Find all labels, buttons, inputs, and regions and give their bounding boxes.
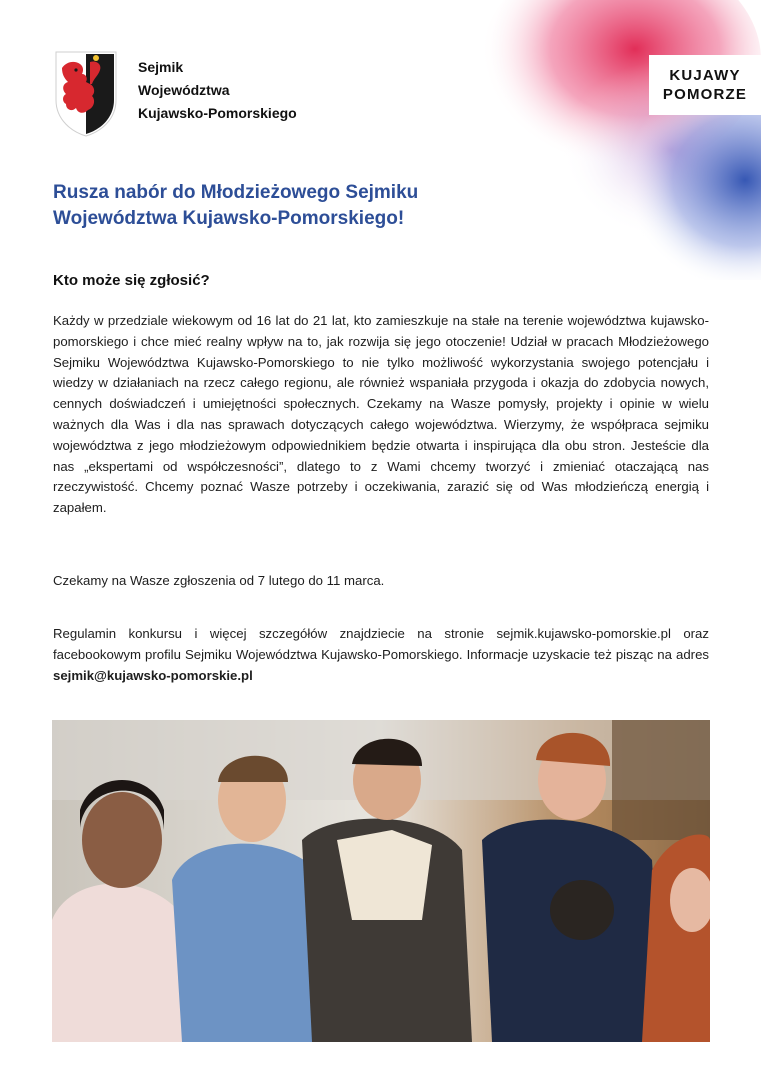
group-photo <box>52 720 710 1042</box>
header <box>50 48 297 138</box>
org-name-line-3: Kujawsko-Pomorskiego <box>138 105 297 121</box>
body-paragraph <box>53 311 709 519</box>
contact-paragraph <box>53 624 709 686</box>
brand-logo <box>649 55 761 115</box>
dates-paragraph: Czekamy na Wasze zgłoszenia od 7 lutego do 11 marca. <box>53 573 385 588</box>
brand-line-2: POMORZE <box>662 86 748 103</box>
title-line-1: Rusza nabór do Młodzieżowego Sejmiku <box>53 182 419 203</box>
brand-line-1: KUJAWY <box>669 67 741 84</box>
organization-name <box>138 56 297 125</box>
decorative-gradient <box>461 0 761 280</box>
contact-email: sejmik@kujawsko-pomorskie.pl <box>53 667 253 683</box>
contact-text: Regulamin konkursu i więcej szczegółów znajdziecie na stronie sejmik.kujawsko-pomorskie.pl oraz facebookowym profilu Sejmiku Województwa Kujawsko-Pomorskiego. Informacje uzyskacie też pisząc na adres <box>53 626 709 662</box>
org-name-line-2: Województwa <box>138 82 230 98</box>
section-heading: Kto może się zgłosić? <box>53 272 210 289</box>
title-line-2: Województwa Kujawsko-Pomorskiego! <box>53 208 405 229</box>
crest-logo <box>50 48 122 138</box>
body-text: Każdy w przedziale wiekowym od 16 lat do 21 lat, kto zamieszkuje na stałe na terenie województwa kujawsko-pomorskiego i chce mieć realny wpływ na to, jak rozwija się jego otoczenie! Udział w pracach Młodzieżowego Sejmiku Województwa Kujawsko-Pomorskiego to nie tylko możliwość wykorzystania swojego potencjału i wiedzy w działaniach na rzecz całego regionu, ale również wspaniała przygoda i okazja do zdobycia nowych, cennych doświadczeń i umiejętności społecznych. Czekamy na Wasze pomysły, projekty i opinie w wielu ważnych dla Was i dla nas sprawach dotyczących całego województwa. Wierzymy, że współpraca sejmiku województwa z jego młodzieżowym odpowiednikiem będzie otwarta i inspirująca dla obu stron. Jesteście dla nas „ekspertami od współczesności”, dlatego to z Wami chcemy tworzyć i zmieniać otaczającą nas rzeczywistość. Chcemy poznać Wasze potrzeby i oczekiwania, zarazić się od Was młodzieńczą energią i zapałem. <box>53 313 709 516</box>
org-name-line-1: Sejmik <box>138 59 184 75</box>
page-title <box>53 180 483 232</box>
